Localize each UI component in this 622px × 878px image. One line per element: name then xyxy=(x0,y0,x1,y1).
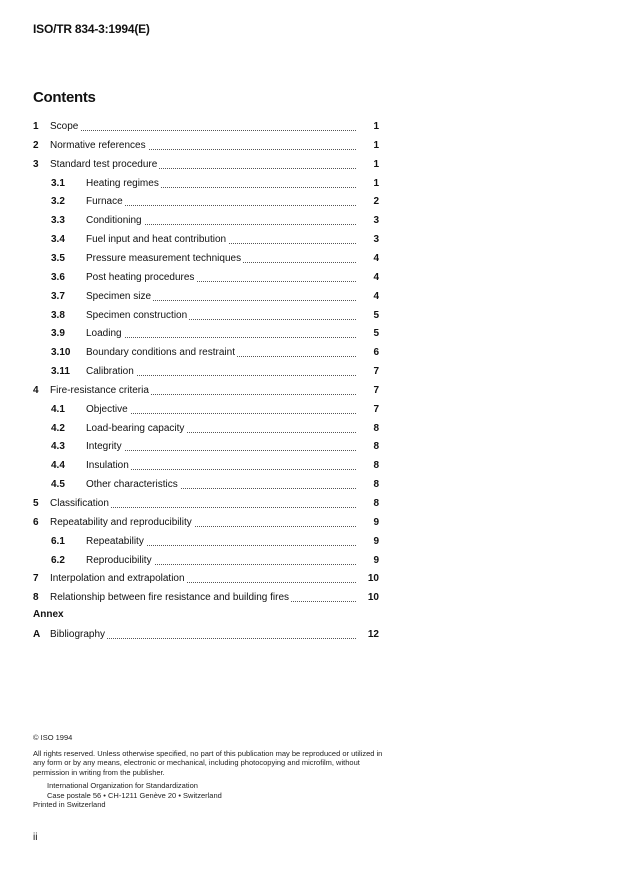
toc-entry-page: 8 xyxy=(373,422,379,434)
toc-entry-page: 7 xyxy=(373,366,379,378)
contents-heading: Contents xyxy=(33,89,96,106)
toc-entry-page: 8 xyxy=(373,441,379,453)
toc-entry-number: 5 xyxy=(33,498,39,509)
toc-entry-number: 3.6 xyxy=(51,271,65,283)
toc-entry-page: 1 xyxy=(373,139,379,151)
toc-entry-number: 4.5 xyxy=(51,479,65,491)
toc-entry xyxy=(0,422,622,436)
toc-entry-title: Heating regimes xyxy=(86,177,159,189)
toc-entry-number: 3.8 xyxy=(51,309,65,321)
toc-entry-number: 7 xyxy=(33,573,39,585)
toc-entry-title: Loading xyxy=(86,328,122,340)
toc-entry-number: 1 xyxy=(33,121,39,132)
toc-entry xyxy=(0,628,622,642)
toc-entry-title: Insulation xyxy=(86,460,129,472)
toc-entry-number: 4.1 xyxy=(51,403,65,415)
toc-entry-title: Repeatability and reproducibility xyxy=(50,516,192,528)
toc-entry-title: Boundary conditions and restraint xyxy=(86,347,235,359)
toc-entry-number: 6.1 xyxy=(51,535,65,547)
org-address: Case postale 56 • CH-1211 Genève 20 • Switzerland xyxy=(47,790,222,800)
document-identifier: ISO/TR 834-3:1994(E) xyxy=(33,22,150,36)
toc-entry-number: 4 xyxy=(33,384,39,396)
toc-entry-title: Load-bearing capacity xyxy=(86,422,185,434)
toc-entry-page: 7 xyxy=(373,403,379,415)
toc-entry xyxy=(0,309,622,323)
rights-statement: All rights reserved. Unless otherwise specified, no part of this publication may be reproduced or utilized in any form or by any means, electronic or mechanical, including photocopying and microfilm, without permission in writing from the publisher. xyxy=(33,748,383,777)
toc-entry-number: 3.5 xyxy=(51,252,65,264)
toc-entry-title: Post heating procedures xyxy=(86,271,195,283)
toc-entry xyxy=(0,252,622,266)
toc-entry xyxy=(0,214,622,228)
toc-entry xyxy=(0,233,622,247)
toc-entry-number: 4.2 xyxy=(51,422,65,434)
toc-entry xyxy=(0,327,622,341)
toc-entry-title: Calibration xyxy=(86,366,134,378)
toc-entry xyxy=(0,440,622,454)
dot-leader xyxy=(50,130,356,131)
toc-entry xyxy=(0,290,622,304)
dot-leader xyxy=(86,450,356,451)
page-number: ii xyxy=(33,832,38,843)
toc-entry-page: 9 xyxy=(373,516,379,528)
toc-entry-title: Standard test procedure xyxy=(50,158,158,170)
toc-entry-number: 4.3 xyxy=(51,441,65,453)
toc-entry-page: 9 xyxy=(373,535,379,547)
toc-entry xyxy=(0,478,622,492)
toc-entry-page: 10 xyxy=(367,573,379,585)
toc-entry-number: 2 xyxy=(33,139,39,151)
toc-entry-page: 9 xyxy=(373,554,379,566)
toc-entry-page: 8 xyxy=(373,479,379,491)
toc-entry-page: 10 xyxy=(367,592,379,604)
toc-entry-title: Integrity xyxy=(86,441,122,453)
toc-entry xyxy=(0,346,622,360)
footer xyxy=(33,733,383,810)
toc-entry-page: 6 xyxy=(373,347,379,359)
copyright-notice: © ISO 1994 xyxy=(33,733,73,742)
toc-entry-page: 4 xyxy=(373,290,379,302)
toc-entry-title: Specimen construction xyxy=(86,309,188,321)
toc-entry-number: 8 xyxy=(33,592,39,604)
toc-entry xyxy=(0,516,622,530)
toc-entry-number: 6.2 xyxy=(51,554,65,566)
toc-entry-title: Objective xyxy=(86,403,128,415)
toc-entry-title: Pressure measurement techniques xyxy=(86,252,242,264)
toc-entry-title: Furnace xyxy=(86,196,123,208)
toc-entry-title: Repeatability xyxy=(86,535,144,547)
toc-entry-number: 3.10 xyxy=(51,347,71,359)
toc-entry-title: Fuel input and heat contribution xyxy=(86,234,227,246)
org-name: International Organization for Standardization xyxy=(47,781,198,790)
toc-entry-number: 3.11 xyxy=(51,366,70,378)
toc-entry-page: 8 xyxy=(373,498,379,509)
toc-entry xyxy=(0,572,622,586)
toc-entry xyxy=(0,271,622,285)
toc-entry-number: 3 xyxy=(33,158,39,170)
annex-heading: Annex xyxy=(33,609,64,620)
toc-entry-page: 5 xyxy=(373,328,379,340)
toc-entry-title: Interpolation and extrapolation xyxy=(50,573,185,585)
toc-entry-page: 1 xyxy=(373,158,379,170)
toc-entry xyxy=(0,120,622,134)
toc-entry-page: 4 xyxy=(373,252,379,264)
toc-entry-page: 3 xyxy=(373,234,379,246)
toc-entry xyxy=(0,554,622,568)
toc-entry-page: 12 xyxy=(367,629,379,640)
toc-entry-page: 2 xyxy=(373,196,379,208)
toc-entry-page: 1 xyxy=(373,121,379,132)
toc-entry-number: 3.2 xyxy=(51,196,65,208)
toc-entry-number: A xyxy=(33,629,41,640)
toc-entry-title: Fire-resistance criteria xyxy=(50,384,149,396)
toc-entry-page: 7 xyxy=(373,384,379,396)
toc-entry-number: 6 xyxy=(33,516,39,528)
printed-location: Printed in Switzerland xyxy=(33,800,106,809)
toc-entry xyxy=(0,459,622,473)
toc-entry xyxy=(0,384,622,398)
toc-entry-title: Normative references xyxy=(50,139,146,151)
toc-entry xyxy=(0,535,622,549)
toc-entry-page: 1 xyxy=(373,177,379,189)
toc-entry-page: 5 xyxy=(373,309,379,321)
dot-leader xyxy=(86,337,356,338)
toc-entry xyxy=(0,591,622,605)
toc-entry-number: 3.7 xyxy=(51,290,65,302)
toc-entry-title: Bibliography xyxy=(50,629,106,640)
toc-entry-number: 3.9 xyxy=(51,328,65,340)
toc-entry-title: Other characteristics xyxy=(86,479,178,491)
toc-entry-number: 3.1 xyxy=(51,177,65,189)
toc-entry-number: 3.3 xyxy=(51,215,65,227)
toc-entry xyxy=(0,403,622,417)
toc-entry-number: 3.4 xyxy=(51,234,65,246)
toc-entry-title: Scope xyxy=(50,121,79,132)
toc-entry xyxy=(0,497,622,511)
toc-entry-page: 3 xyxy=(373,215,379,227)
toc-entry-title: Relationship between fire resistance and building fires xyxy=(50,592,290,604)
toc-entry-title: Classification xyxy=(50,498,109,509)
toc-entry-number: 4.4 xyxy=(51,460,65,472)
toc-entry-title: Conditioning xyxy=(86,215,142,227)
toc-entry xyxy=(0,158,622,172)
toc-entry-page: 8 xyxy=(373,460,379,472)
toc-entry xyxy=(0,365,622,379)
toc-entry xyxy=(0,195,622,209)
toc-entry xyxy=(0,139,622,153)
toc-entry-page: 4 xyxy=(373,271,379,283)
toc-entry xyxy=(0,177,622,191)
dot-leader xyxy=(86,205,356,206)
toc-entry-title: Specimen size xyxy=(86,290,152,302)
toc-entry-title: Reproducibility xyxy=(86,554,152,566)
